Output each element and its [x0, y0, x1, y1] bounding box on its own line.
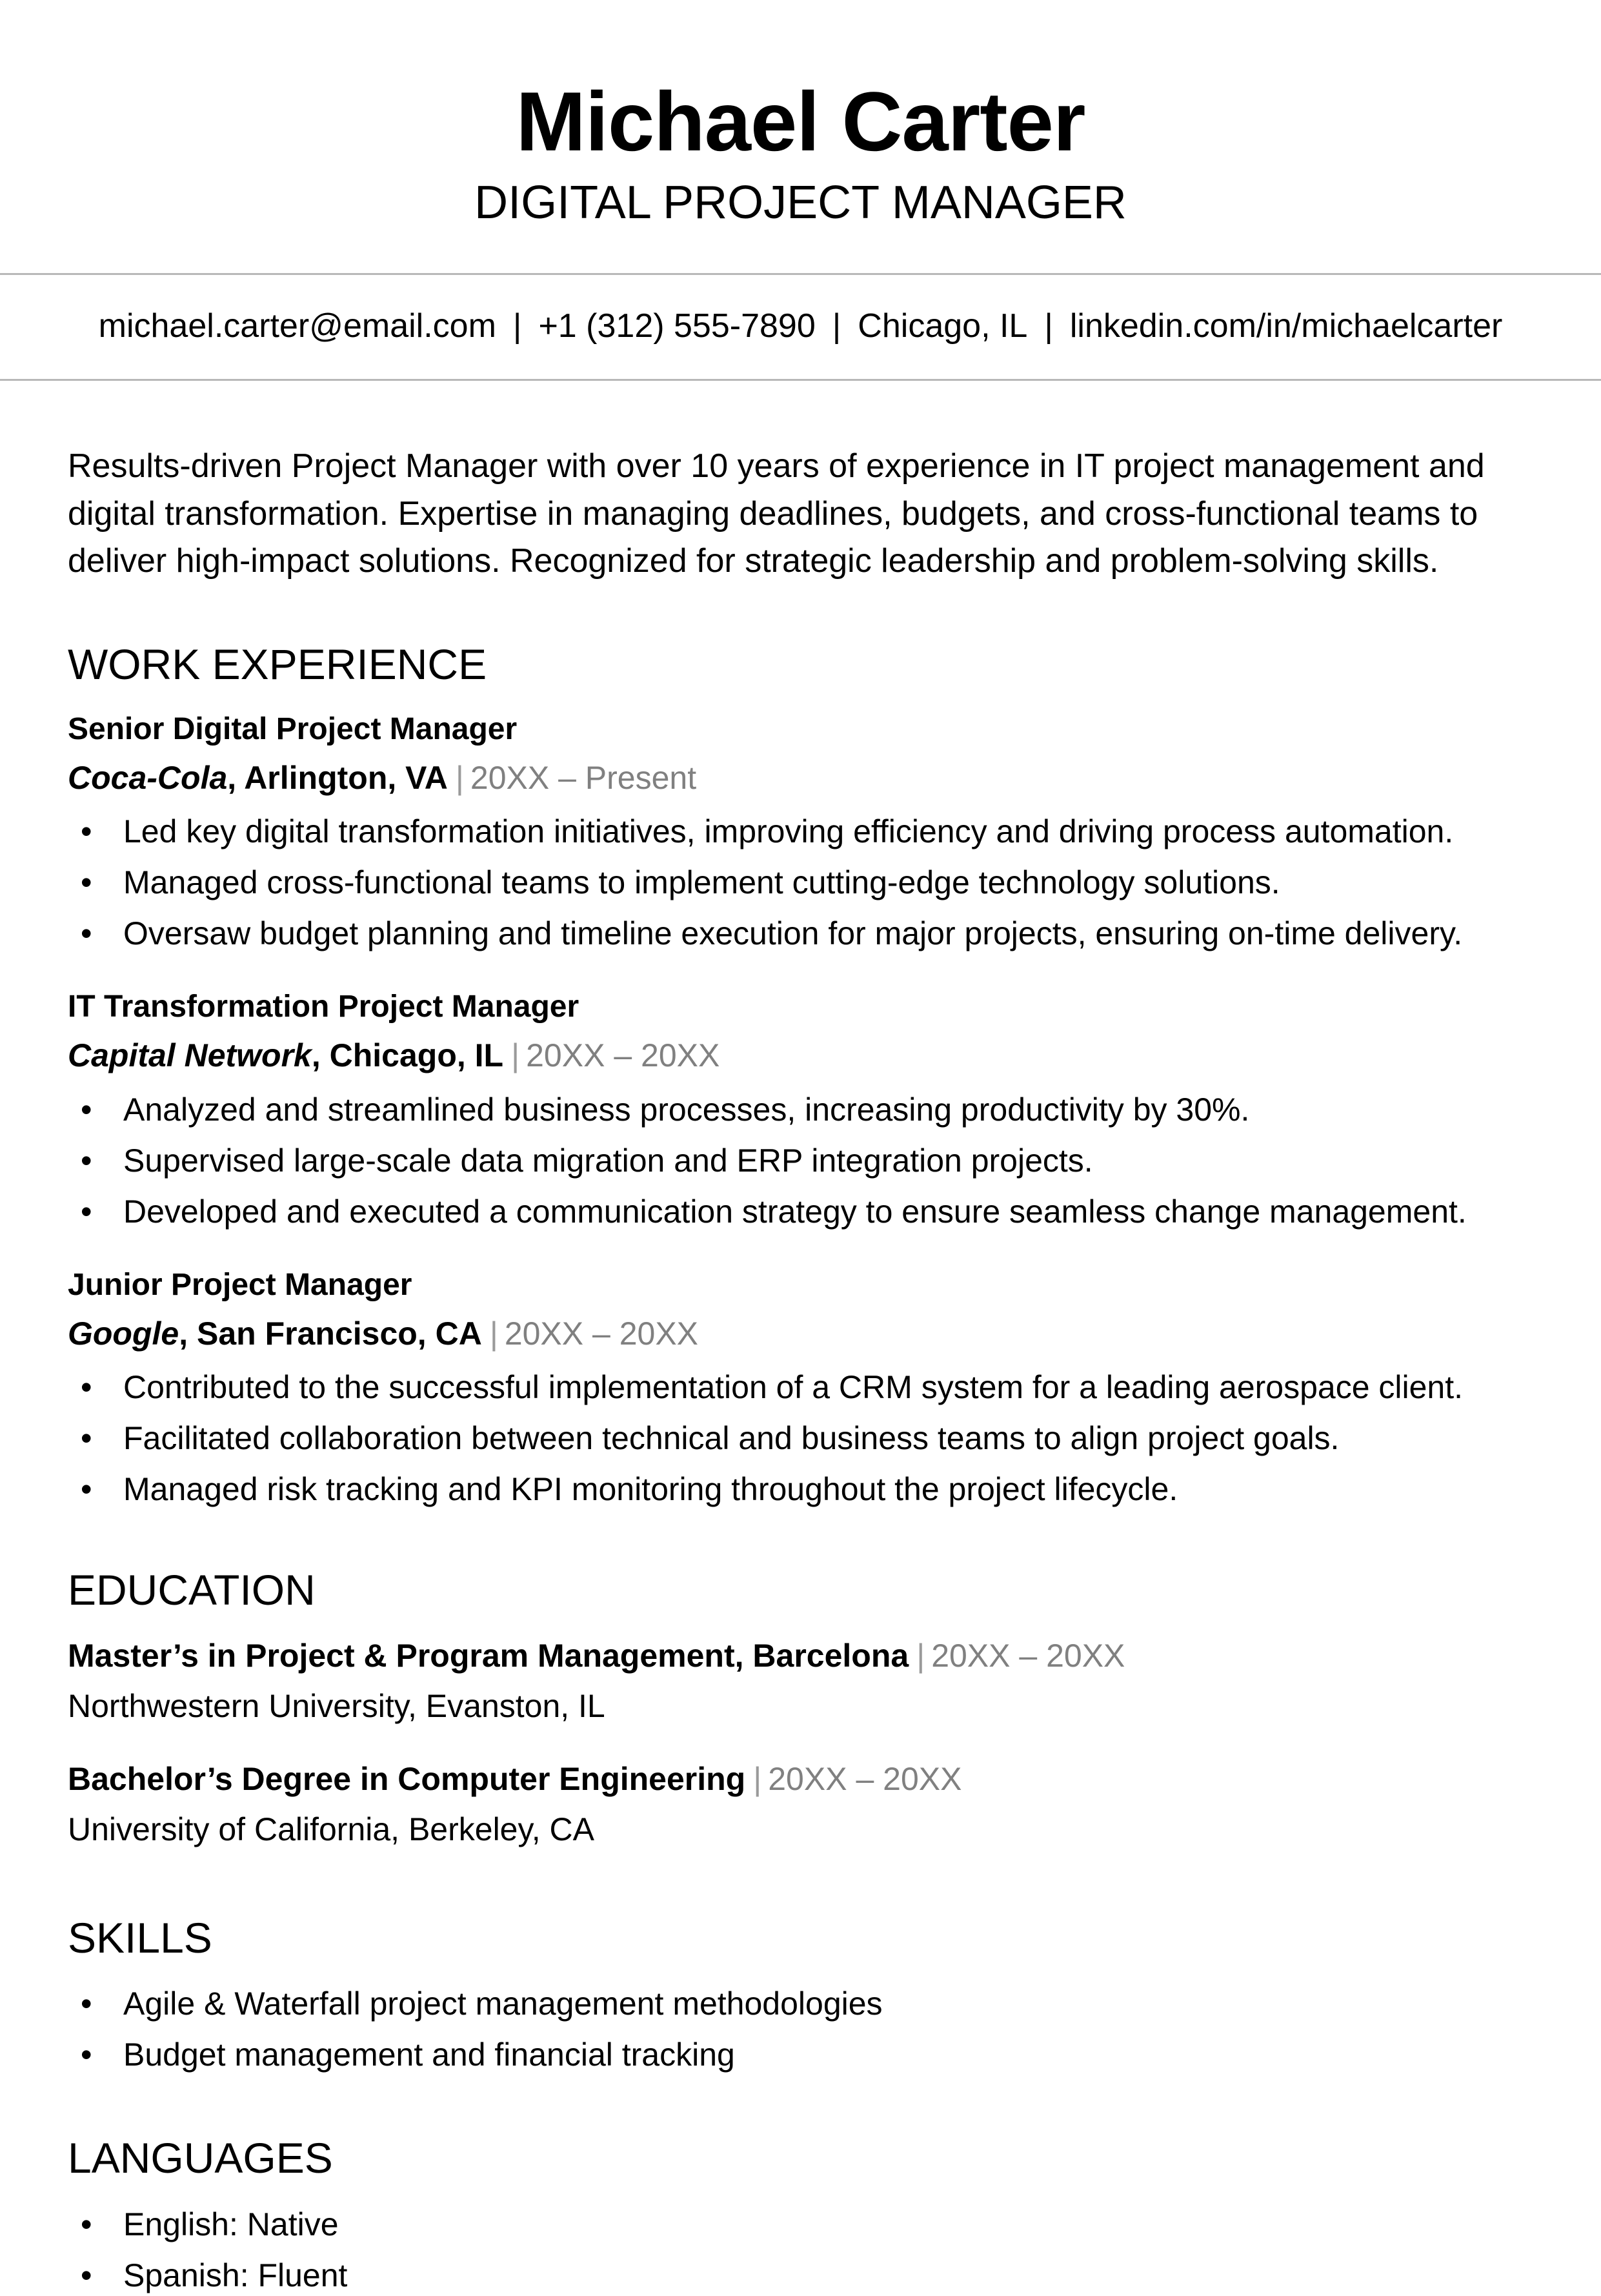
work-entry-meta — [68, 1314, 1533, 1354]
education-date-pipe: | — [753, 1760, 762, 1797]
education-school: University of California, Berkeley, CA — [68, 1811, 595, 1848]
bullet-dot-icon: • — [81, 1471, 92, 1508]
bullet-dot-icon: • — [81, 864, 92, 901]
education-entry — [68, 1759, 1533, 1850]
contact-line — [0, 306, 1601, 346]
section-heading-work-experience: WORK EXPERIENCE — [68, 640, 487, 689]
list-item-text: Budget management and financial tracking — [123, 2037, 735, 2073]
list-item — [68, 1140, 1533, 1181]
section-skills — [68, 1915, 1533, 2076]
work-entry-bullets — [68, 1089, 1533, 1232]
work-entry-dates: 20XX – Present — [470, 759, 697, 796]
bullet-dot-icon: • — [81, 1091, 92, 1128]
list-item — [68, 1089, 1533, 1130]
bullet-dot-icon: • — [81, 2257, 92, 2294]
education-dates: 20XX – 20XX — [768, 1760, 962, 1797]
education-degree-text: Master’s in Project & Program Management, Barcelona — [68, 1637, 909, 1674]
section-languages — [68, 2135, 1533, 2296]
work-entry-bullets — [68, 1366, 1533, 1510]
work-entry-title: Senior Digital Project Manager — [68, 711, 518, 746]
list-item — [68, 2255, 1533, 2296]
contact-email[interactable]: michael.carter@email.com — [98, 307, 496, 345]
list-item — [68, 1417, 1533, 1459]
bullet-dot-icon: • — [81, 1142, 92, 1179]
languages-list — [68, 2204, 1533, 2296]
bullet-dot-icon: • — [81, 1193, 92, 1230]
resume-content — [0, 443, 1601, 2296]
contact-bar — [0, 275, 1601, 378]
candidate-job-title: DIGITAL PROJECT MANAGER — [474, 176, 1127, 229]
list-item-text: Led key digital transformation initiatives, improving efficiency and driving process automation. — [123, 813, 1454, 850]
education-dates: 20XX – 20XX — [931, 1637, 1125, 1674]
bullet-dot-icon: • — [81, 2206, 92, 2243]
list-item-text: Oversaw budget planning and timeline execution for major projects, ensuring on-time delivery. — [123, 915, 1463, 952]
contact-phone[interactable]: +1 (312) 555-7890 — [538, 307, 816, 345]
candidate-name: Michael Carter — [516, 74, 1085, 168]
education-degree — [68, 1636, 1533, 1676]
list-item-text: Contributed to the successful implementation of a CRM system for a leading aerospace client. — [123, 1369, 1464, 1406]
list-item — [68, 2204, 1533, 2245]
work-entry-company: Capital Network — [68, 1037, 312, 1074]
work-entry-meta — [68, 1035, 1533, 1076]
work-entry-location: , Arlington, VA — [227, 759, 448, 796]
work-entry-dates: 20XX – 20XX — [526, 1037, 720, 1074]
list-item — [68, 2034, 1533, 2075]
list-item-text: Managed cross-functional teams to implement cutting-edge technology solutions. — [123, 864, 1280, 901]
section-heading-education: EDUCATION — [68, 1566, 316, 1614]
work-entry — [68, 988, 1533, 1232]
work-entry-meta — [68, 758, 1533, 798]
bullet-dot-icon: • — [81, 915, 92, 952]
work-entry-location: , San Francisco, CA — [179, 1315, 482, 1352]
list-item — [68, 1191, 1533, 1232]
education-date-pipe: | — [916, 1637, 925, 1674]
work-entry-date-pipe: | — [511, 1037, 520, 1074]
work-entry-title: Junior Project Manager — [68, 1267, 412, 1302]
list-item — [68, 913, 1533, 954]
section-education — [68, 1567, 1533, 1850]
bullet-dot-icon: • — [81, 1369, 92, 1406]
section-heading-languages: LANGUAGES — [68, 2134, 333, 2182]
bullet-dot-icon: • — [81, 1420, 92, 1457]
contact-separator-2: | — [832, 307, 841, 345]
list-item — [68, 1468, 1533, 1510]
section-work-experience — [68, 641, 1533, 1510]
section-heading-skills: SKILLS — [68, 1913, 212, 1962]
work-entry-dates: 20XX – 20XX — [504, 1315, 699, 1352]
education-degree-text: Bachelor’s Degree in Computer Engineering — [68, 1760, 746, 1797]
list-item-text: Analyzed and streamlined business processes, increasing productivity by 30%. — [123, 1091, 1250, 1128]
education-school: Northwestern University, Evanston, IL — [68, 1688, 605, 1725]
work-entry-date-pipe: | — [489, 1315, 498, 1352]
list-item — [68, 862, 1533, 903]
work-entry-company: Coca-Cola — [68, 759, 228, 796]
contact-separator-3: | — [1044, 307, 1053, 345]
list-item-text: Developed and executed a communication strategy to ensure seamless change management. — [123, 1193, 1467, 1230]
list-item-text: Managed risk tracking and KPI monitoring throughout the project lifecycle. — [123, 1471, 1178, 1508]
work-entry-date-pipe: | — [455, 759, 464, 796]
list-item — [68, 1983, 1533, 2024]
contact-location: Chicago, IL — [858, 307, 1028, 345]
professional-summary: Results-driven Project Manager with over 10 years of experience in IT project management and digital transformation. Expertise in managing deadlines, budgets, and cross-functional teams to deliver high-impact solutions. Recognized for strategic leadership and problem-solving skills. — [68, 447, 1485, 580]
work-entry-title: IT Transformation Project Manager — [68, 990, 579, 1024]
list-item-text: Facilitated collaboration between technical and business teams to align project goals. — [123, 1420, 1340, 1457]
education-degree — [68, 1759, 1533, 1800]
resume-header — [0, 0, 1601, 273]
work-entry-bullets — [68, 811, 1533, 954]
work-entry — [68, 710, 1533, 955]
work-entry-location: , Chicago, IL — [311, 1037, 504, 1074]
list-item-text: Supervised large-scale data migration and ERP integration projects. — [123, 1142, 1093, 1179]
bullet-dot-icon: • — [81, 1986, 92, 2022]
list-item-text: English: Native — [123, 2206, 339, 2243]
work-entry — [68, 1266, 1533, 1510]
list-item — [68, 811, 1533, 852]
list-item-text: Spanish: Fluent — [123, 2257, 348, 2294]
bullet-dot-icon: • — [81, 813, 92, 850]
education-entry — [68, 1636, 1533, 1727]
contact-separator-1: | — [512, 307, 522, 345]
work-entry-company: Google — [68, 1315, 179, 1352]
bullet-dot-icon: • — [81, 2037, 92, 2073]
skills-list — [68, 1983, 1533, 2075]
header-spacer — [0, 229, 1601, 273]
contact-linkedin[interactable]: linkedin.com/in/michaelcarter — [1069, 307, 1503, 345]
list-item — [68, 1366, 1533, 1408]
header-divider-bottom — [0, 379, 1601, 381]
list-item-text: Agile & Waterfall project management methodologies — [123, 1986, 883, 2022]
